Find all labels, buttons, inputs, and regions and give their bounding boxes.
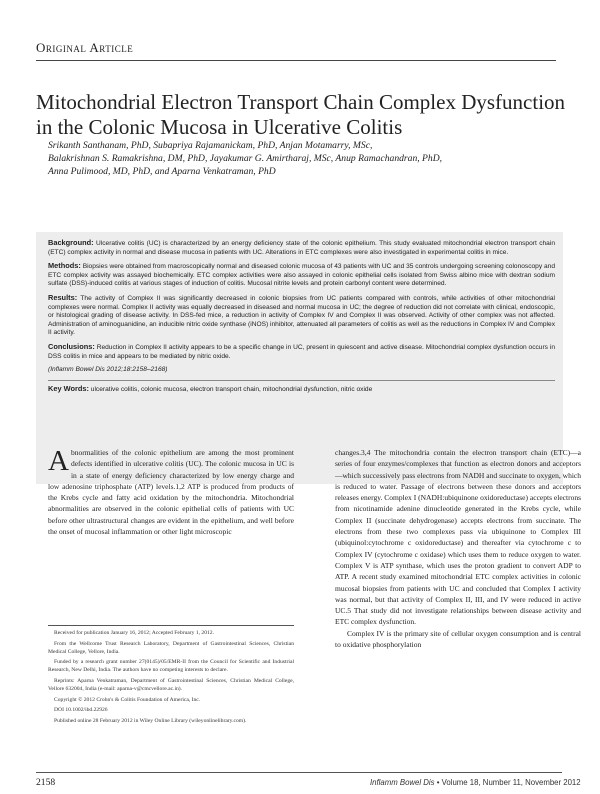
author-list bbox=[48, 139, 568, 179]
methods-label: Methods: bbox=[48, 261, 81, 271]
footnote-copyright: Copyright © 2012 Crohn's & Colitis Foundation of America, Inc. bbox=[54, 696, 201, 703]
methods-text: Biopsies were obtained from macroscopically normal and diseased colonic mucosa of 43 patients with UC and 35 controls undergoing screening colonoscopy and ETC complex activity was assayed biochemically. ETC complex activities were also assayed in colonic epithelial cells isolated from Swiss albino mice with dextran sodium sulfate (DSS)-induced colitis at various stages of induction of colitis. Mucosal nitrite levels and protein carbonyl content were determined. bbox=[48, 263, 555, 288]
keywords-label: Key Words: bbox=[48, 383, 89, 393]
intro-paragraph bbox=[48, 447, 294, 537]
page-number: 2158 bbox=[36, 777, 56, 788]
body-paragraph: Complex IV is the primary site of cellular oxygen consumption and is central to oxidative phosphorylation bbox=[335, 628, 581, 650]
background-text: Ulcerative colitis (UC) is characterized by an energy deficiency state of the colonic epithelium. This study evaluated mitochondrial electron transport chain (ETC) complex activity in normal and disease mucosa in patients with UC. Alterations in ETC complexes were also investigated in experimental colitis in mice. bbox=[48, 240, 555, 256]
keywords bbox=[48, 385, 555, 395]
footnote-affiliation: From the Wellcome Trust Research Laboratory, Department of Gastrointestinal Sciences, Christian Medical College, Vellore, India. bbox=[48, 640, 294, 655]
author-line: Balakrishnan S. Ramakrishna, DM, PhD, Jayakumar G. Amirtharaj, MSc, Anup Ramachandran, PhD, bbox=[48, 153, 443, 165]
footnote-reprints: Reprints: Aparna Venkatraman, Department of Gastrointestinal Sciences, Christian Medical College, Vellore 632004, India (e-mail: aparna-v@cmcvellore.ac.in). bbox=[48, 677, 294, 692]
conclusions-text: Reduction in Complex II activity appears to be a specific change in UC, present in quiescent and active disease. Mitochondrial complex dysfunction occurs in DSS colitis in mice and appears to be mediated by nitric oxide. bbox=[48, 343, 555, 360]
author-line: Anna Pulimood, MD, PhD, and Aparna Venkatraman, PhD bbox=[48, 166, 276, 178]
journal-issue: • Volume 18, Number 11, November 2012 bbox=[436, 778, 581, 787]
abstract-methods bbox=[48, 262, 555, 289]
footnote-published: Published online 28 February 2012 in Wiley Online Library (wileyonlinelibrary.com). bbox=[54, 718, 247, 725]
author-line: Srikanth Santhanam, PhD, Subapriya Rajamanickam, PhD, Anjan Motamarry, MSc, bbox=[48, 140, 373, 151]
running-footer bbox=[370, 778, 581, 787]
abstract-divider bbox=[48, 380, 555, 381]
header-rule bbox=[36, 60, 556, 61]
footnote-rule bbox=[48, 625, 294, 626]
keywords-text: ulcerative colitis, colonic mucosa, electron transport chain, mitochondrial dysfunction, nitric oxide bbox=[90, 385, 373, 393]
footnote-doi: DOI 10.1002/ibd.22926 bbox=[54, 707, 108, 714]
drop-cap: A bbox=[48, 445, 69, 477]
section-label: Original Article bbox=[36, 40, 134, 55]
footer-rule bbox=[36, 772, 562, 773]
citation: (Inflamm Bowel Dis 2012;18:2158–2168) bbox=[48, 366, 168, 374]
abstract-conclusions bbox=[48, 343, 555, 361]
body-column-left bbox=[48, 447, 294, 537]
footnote-funding: Funded by a research grant number 27(0145)/05/EMR-II from the Council for Scientific and Industrial Research, New Delhi, India. The authors have no competing interests to declare. bbox=[48, 659, 294, 674]
body-column-right bbox=[335, 447, 581, 650]
footnotes bbox=[48, 630, 294, 729]
intro-text: bnormalities of the colonic epithelium are among the most prominent defects identified in ulcerative colitis (UC). The colonic mucosa in UC is in a state of energy deficiency characterized by low energy charge and low adenosine triphosphate (ATP) levels.1,2 ATP is produced from products of the Krebs cycle and fatty acid oxidation by the mitochondria. Mitochondrial abnormalities are observed in the colonic epithelial cells of patients with UC before other ultrastructural changes are evident in the epithelium, and well before the onset of mucosal inflammation or other light microscopic bbox=[48, 448, 294, 537]
journal-name: Inflamm Bowel Dis bbox=[370, 778, 435, 787]
background-label: Background: bbox=[48, 238, 94, 247]
results-text: The activity of Complex II was significantly decreased in colonic biopsies from UC patients compared with controls, while activities of other mitochondrial complexes were normal. Complex II activity was equally decreased in diseased and normal mucosa in UC; the degree of reduction did not correlate with clinical, endoscopic, or histological grading of disease activity. In DSS-fed mice, a reduction in activity of Complex IV and Complex II was observed. Activity of other complex was not affected. Administration of aminoguanidine, an inducible nitric oxide synthase (iNOS) inhibitor, attenuated all parameters of colitis as well as the reductions in Complex IV and Complex II activity. bbox=[48, 294, 555, 337]
results-label: Results: bbox=[48, 292, 78, 302]
conclusions-label: Conclusions: bbox=[48, 341, 95, 351]
article-title: Mitochondrial Electron Transport Chain Complex Dysfunction in the Colonic Mucosa in Ulcerative Colitis bbox=[36, 90, 566, 139]
abstract-background bbox=[48, 239, 555, 257]
footnote-received: Received for publication January 16, 2012; Accepted February 1, 2012. bbox=[54, 630, 214, 636]
body-paragraph: changes.3,4 The mitochondria contain the electron transport chain (ETC)—a series of four enzymes/complexes that function as electron donors and acceptors—which successively pass electrons from NADH and succinate to oxygen, which is reduced to water. Passage of electrons between these donors and acceptors releases energy. Complex I (NADH:ubiquinone oxidoreductase) accepts electrons from nicotinamide adenine dinucleotide generated in the Krebs cycle, while Complex II (succinate dehydrogenase) accepts electrons from succinate. The electrons from these two complexes pass via ubiquinone to Complex III (ubiquinol:cytochrome c oxidoreductase) and thereafter via cytochrome c to Complex IV (cytochrome c oxidase) which uses them to reduce oxygen to water. Complex V is ATP synthase, which uses the proton gradient to convert ADP to ATP. A recent study examined mitochondrial ETC complex activities in colonic mucosal biopsies from patients with UC and concluded that Complex I activity was normal, but that activity of Complex II, III, and IV were reduced in active UC.5 That study did not investigate relationships between disease activity and ETC complex dysfunction. bbox=[335, 448, 581, 627]
abstract-results bbox=[48, 294, 555, 338]
